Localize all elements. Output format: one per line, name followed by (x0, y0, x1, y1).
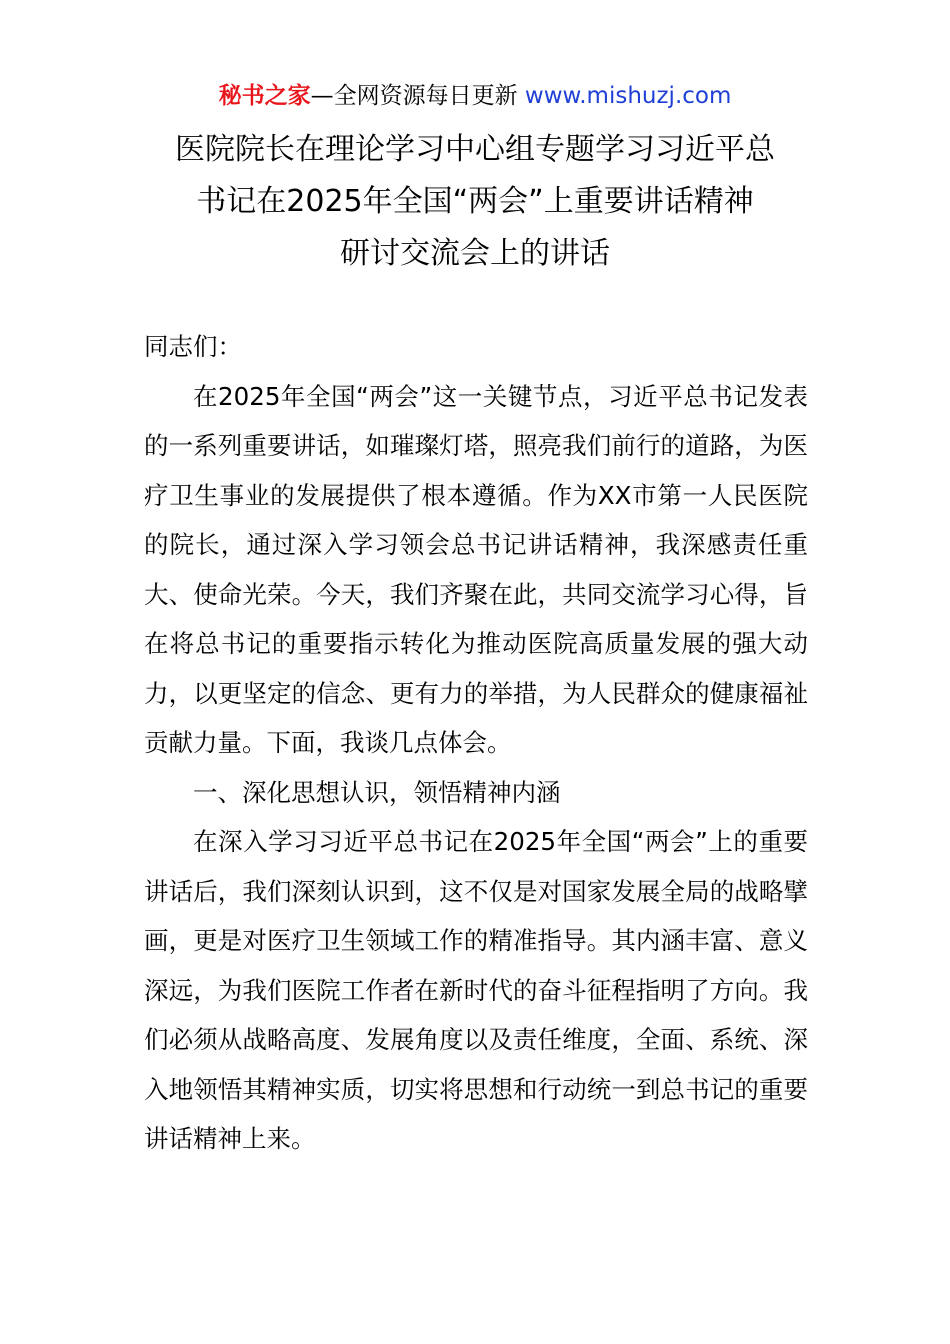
site-url-link[interactable]: www.mishuzj.com (524, 83, 732, 109)
site-tagline: —全网资源每日更新 (310, 83, 518, 109)
site-brand: 秘书之家 (218, 83, 311, 109)
title-line-3: 研讨交流会上的讲话 (340, 236, 610, 271)
paragraph-intro: 在2025年全国“两会”这一关键节点，习近平总书记发表的一系列重要讲话，如璀璨灯塔，照亮我们前行的道路，为医疗卫生事业的发展提供了根本遵循。作为XX市第一人民医院的院长，通过深入学习领会总书记讲话精神，我深感责任重大、使命光荣。今天，我们齐聚在此，共同交流学习心得，旨在将总书记的重要指示转化为推动医院高质量发展的强大动力，以更坚定的信念、更有力的举措，为人民群众的健康福祉贡献力量。下面，我谈几点体会。 (144, 381, 808, 757)
site-header (0, 80, 950, 112)
document-title (140, 124, 810, 280)
section-heading-1: 一、深化思想认识，领悟精神内涵 (193, 777, 561, 807)
title-line-2: 书记在2025年全国“两会”上重要讲话精神 (196, 184, 754, 219)
paragraph-section-1: 在深入学习习近平总书记在2025年全国“两会”上的重要讲话后，我们深刻认识到，这不仅是对国家发展全局的战略擘画，更是对医疗卫生领域工作的精准指导。其内涵丰富、意义深远，为我们医院工作者在新时代的奋斗征程指明了方向。我们必须从战略高度、发展角度以及责任维度，全面、系统、深入地领悟其精神实质，切实将思想和行动统一到总书记的重要讲话精神上来。 (144, 827, 808, 1153)
greeting: 同志们： (144, 332, 242, 361)
title-line-1: 医院院长在理论学习中心组专题学习习近平总 (175, 132, 775, 167)
document-body (144, 322, 808, 1164)
